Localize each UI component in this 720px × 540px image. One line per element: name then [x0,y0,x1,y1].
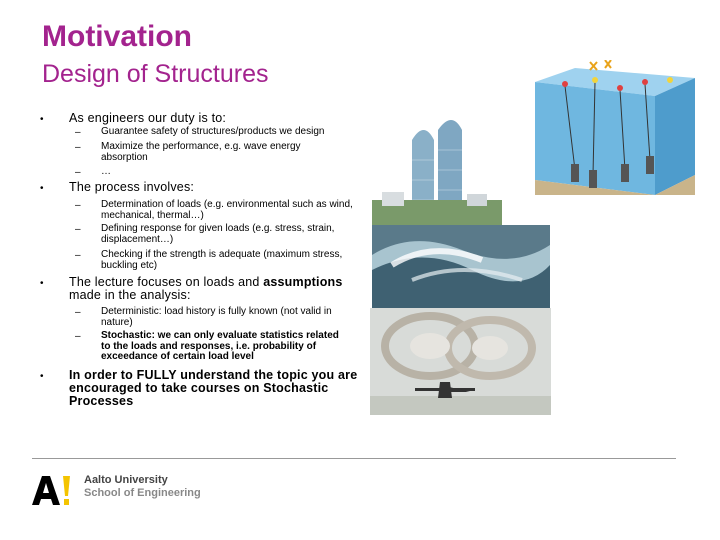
subitem-stochastic: Stochastic: we can only evaluate statistics related to the loads and responses, i.e. probability of exceedance of certain load level [101,330,339,362]
dash-marker: – [75,142,81,153]
dash-marker: – [75,224,81,235]
slide-subtitle: Design of Structures [42,60,269,88]
university-name: Aalto University [84,474,168,486]
bullet-marker: • [40,183,44,194]
subitem-ellipsis: … [101,166,111,177]
subitem-deterministic: Deterministic: load history is fully known (not valid in nature) [101,306,332,328]
subitem-loads: Determination of loads (e.g. environmental such as wind, mechanical, thermal…) [101,199,353,221]
subitem-safety: Guarantee safety of structures/products we design [101,126,325,137]
subitem-performance: Maximize the performance, e.g. wave energy absorption [101,141,301,163]
subitem-strength: Checking if the strength is adequate (maximum stress, buckling etc) [101,249,343,271]
bullet-marker: • [40,371,44,382]
dash-marker: – [75,331,81,342]
bullet-marker: • [40,278,44,289]
storm-wave-image [372,225,550,320]
offshore-wave-energy-image [535,60,695,195]
skyscraper-towers-image [372,120,502,230]
aircraft-vortex-image [370,308,551,415]
bullet-marker: • [40,114,44,125]
footer-divider [32,458,676,459]
bullet-text-duty: As engineers our duty is to: [69,111,227,125]
dash-marker: – [75,250,81,261]
bullet-text-process: The process involves: [69,180,195,194]
dash-marker: – [75,127,81,138]
dash-marker: – [75,200,81,211]
bullet-text-lecture: The lecture focuses on loads and assumptions made in the analysis: [69,275,343,302]
aalto-logo [30,474,74,506]
dash-marker: – [75,307,81,318]
slide-title: Motivation [42,20,192,53]
school-name: School of Engineering [84,487,201,499]
subitem-response: Defining response for given loads (e.g. stress, strain, displacement…) [101,223,335,245]
bullet-text-courses: In order to FULLY understand the topic you are encouraged to take courses on Stochastic Processes [69,368,358,408]
dash-marker: – [75,167,81,178]
